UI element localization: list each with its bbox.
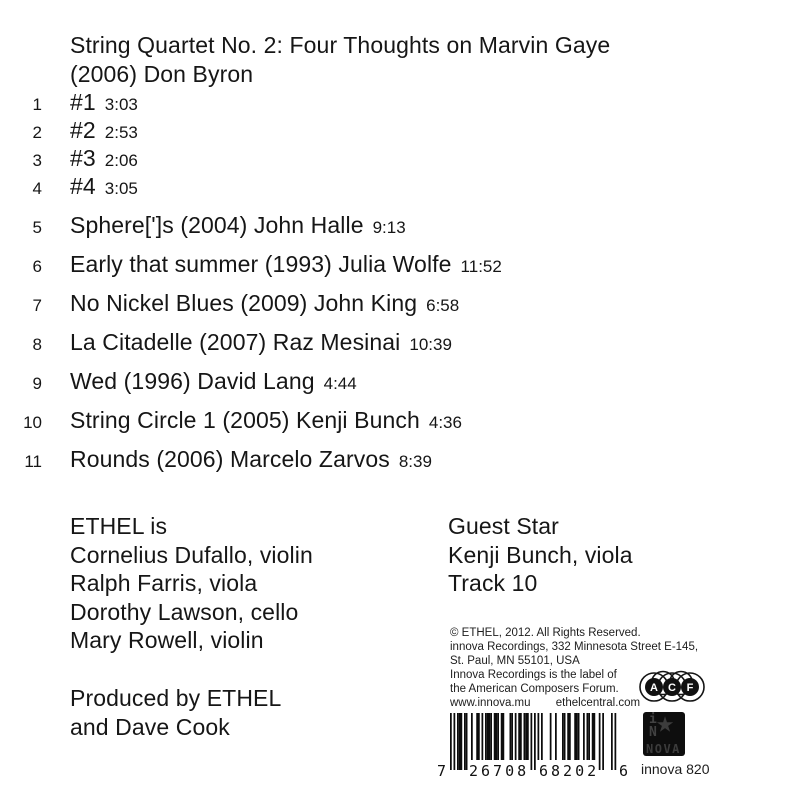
legal-line: the American Composers Forum. (450, 683, 619, 695)
barcode-digit-left: 7 (437, 762, 447, 780)
track-number: 11 (24, 452, 42, 471)
acf-letter: A (650, 682, 658, 694)
track-row (0, 250, 760, 278)
ensemble-credits (70, 512, 313, 655)
innova-url: www.innova.mu (450, 697, 531, 709)
track-duration: 11:52 (460, 257, 502, 276)
track-number: 1 (32, 95, 42, 114)
star-icon: ★ (656, 712, 675, 740)
ensemble-heading: ETHEL is (70, 513, 168, 539)
track-duration: 10:39 (409, 335, 452, 354)
barcode-digit-group2: 68202 (539, 762, 600, 780)
legal-line: St. Paul, MN 55101, USA (450, 655, 580, 667)
ensemble-member: Dorothy Lawson, cello (70, 598, 299, 625)
track-row (0, 116, 760, 144)
guest-credits (448, 512, 633, 598)
track-title: Rounds (2006) Marcelo Zarvos (70, 446, 390, 472)
track-title: La Citadelle (2007) Raz Mesinai (70, 329, 401, 355)
legal-urls (450, 696, 780, 710)
track-title: #4 (70, 173, 96, 199)
track-number: 3 (32, 151, 42, 170)
track-row (0, 211, 760, 239)
track-number: 6 (32, 257, 42, 276)
legal-line: Innova Recordings is the label of (450, 669, 617, 681)
track-number: 8 (32, 335, 42, 354)
track-row (0, 88, 760, 116)
album-title-line1: String Quartet No. 2: Four Thoughts on Marvin Gaye (70, 32, 611, 58)
track-duration: 2:06 (104, 151, 138, 170)
track-row (0, 172, 760, 200)
track-title: Early that summer (1993) Julia Wolfe (70, 251, 452, 277)
track-duration: 8:39 (398, 452, 432, 471)
track-title: #1 (70, 89, 96, 115)
track-duration: 2:53 (104, 123, 138, 142)
track-duration: 4:36 (428, 413, 462, 432)
track-row (0, 445, 760, 473)
guest-name: Kenji Bunch, viola (448, 541, 633, 568)
barcode-digit-right: 6 (619, 762, 629, 780)
track-row (0, 328, 760, 356)
track-row (0, 406, 760, 434)
track-duration: 4:44 (323, 374, 357, 393)
production-line: Produced by ETHEL (70, 685, 282, 711)
track-duration: 6:58 (426, 296, 460, 315)
innova-logo-n: N (649, 725, 657, 740)
innova-logo-i: i (649, 712, 657, 727)
innova-logo-nova: NOVA (646, 742, 681, 756)
track-duration: 9:13 (372, 218, 406, 237)
track-row (0, 289, 760, 317)
acf-rings-icon (637, 667, 707, 707)
track-duration: 3:03 (104, 95, 138, 114)
track-number: 9 (32, 374, 42, 393)
track-title: Wed (1996) David Lang (70, 368, 315, 394)
album-title-line2: (2006) Don Byron (70, 61, 254, 87)
acf-letter: C (668, 682, 676, 694)
legal-text (450, 626, 780, 710)
ethel-url: ethelcentral.com (555, 697, 641, 709)
ensemble-member: Mary Rowell, violin (70, 627, 264, 653)
production-line: and Dave Cook (70, 713, 230, 740)
legal-line: © ETHEL, 2012. All Rights Reserved. (450, 627, 641, 639)
track-title: #3 (70, 145, 96, 171)
guest-heading: Guest Star (448, 513, 559, 539)
track-number: 7 (32, 296, 42, 315)
track-number: 5 (32, 218, 42, 237)
production-credit (70, 684, 281, 741)
track-title: Sphere[']s (2004) John Halle (70, 212, 364, 238)
ensemble-member: Cornelius Dufallo, violin (70, 541, 313, 568)
track-title: #2 (70, 117, 96, 143)
barcode (436, 713, 632, 780)
innova-catalog-number: innova 820 (641, 761, 710, 777)
track-number: 10 (23, 413, 42, 432)
track-list (0, 88, 760, 473)
track-number: 4 (32, 179, 42, 198)
track-title: String Circle 1 (2005) Kenji Bunch (70, 407, 420, 433)
album-title (70, 31, 610, 89)
track-row (0, 367, 760, 395)
track-row (0, 144, 760, 172)
track-duration: 3:05 (104, 179, 138, 198)
guest-track-ref: Track 10 (448, 570, 538, 596)
barcode-digit-group1: 26708 (469, 762, 530, 780)
track-title: No Nickel Blues (2009) John King (70, 290, 418, 316)
acf-logo (637, 667, 707, 707)
innova-logo (643, 712, 685, 756)
legal-line: innova Recordings, 332 Minnesota Street E-145, (450, 641, 699, 653)
ensemble-member: Ralph Farris, viola (70, 570, 258, 596)
acf-letter: F (686, 682, 694, 694)
track-number: 2 (32, 123, 42, 142)
